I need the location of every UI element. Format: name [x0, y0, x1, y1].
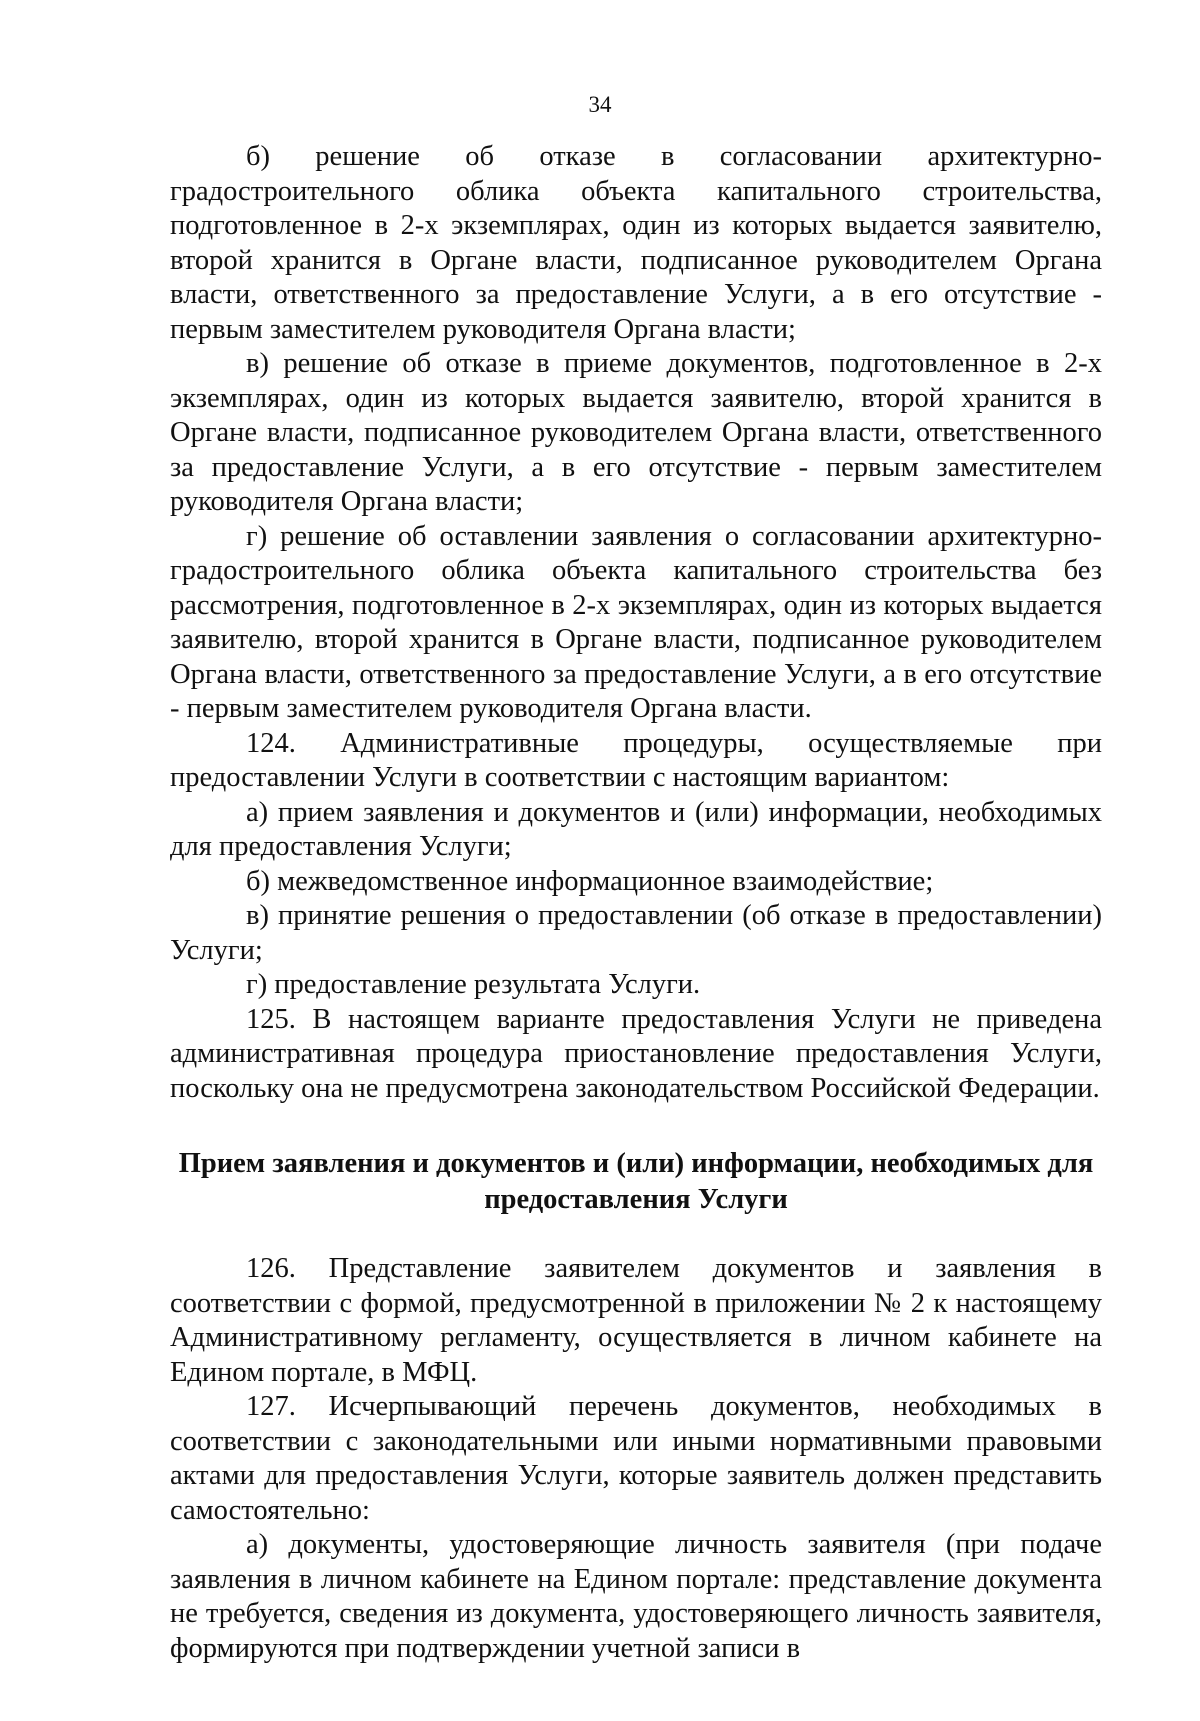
- section-heading-block: [170, 1106, 1102, 1252]
- paragraph-124: 124. Административные процедуры, осуществляемые при предоставлении Услуги в соответствии с настоящим вариантом:: [170, 727, 1102, 793]
- paragraph-127: 127. Исчерпывающий перечень документов, необходимых в соответствии с законодательными или иными нормативными правовыми актами для предоставления Услуги, которые заявитель должен представить самостоятельно:: [170, 1391, 1102, 1526]
- paragraph-126: 126. Представление заявителем документов и заявления в соответствии с формой, предусмотренной в приложении № 2 к настоящему Административному регламенту, осуществляется в личном кабинете на Едином портале, в МФЦ.: [170, 1253, 1102, 1388]
- paragraph-124-a: а) прием заявления и документов и (или) информации, необходимых для предоставления Услуги;: [170, 796, 1102, 862]
- page-number: 34: [588, 92, 612, 117]
- paragraph-124-v: в) принятие решения о предоставлении (об отказе в предоставлении) Услуги;: [170, 900, 1102, 966]
- document-body: [170, 140, 1102, 1666]
- paragraph-b-refusal-decision: б) решение об отказе в согласовании архитектурно-градостроительного облика объекта капитального строительства, подготовленное в 2-х экземплярах, один из которых выдается заявителю, второй хранится в Органе власти, подписанное руководителем Органа власти, ответственного за предоставление Услуги, а в его отсутствие - первым заместителем руководителя Органа власти;: [170, 141, 1102, 345]
- paragraph-125: 125. В настоящем варианте предоставления Услуги не приведена административная процедура приостановление предоставления Услуги, поскольку она не предусмотрена законодательством Российской Федерации.: [170, 1003, 1102, 1104]
- paragraph-v-refusal-acceptance: в) решение об отказе в приеме документов, подготовленное в 2-х экземплярах, один из которых выдается заявителю, второй хранится в Органе власти, подписанное руководителем Органа власти, ответственного за предоставление Услуги, а в его отсутствие - первым заместителем руководителя Органа власти;: [170, 348, 1102, 517]
- section-heading: Прием заявления и документов и (или) информации, необходимых для предоставления Услуги: [178, 1148, 1094, 1215]
- paragraph-127-a: а) документы, удостоверяющие личность заявителя (при подаче заявления в личном кабинете на Едином портале: представление документа не требуется, сведения из документа, удостоверяющего личность заявителя, формируются при подтверждении учетной записи в: [170, 1529, 1102, 1664]
- paragraph-124-g: г) предоставление результата Услуги.: [246, 969, 701, 1000]
- paragraph-g-leave-without-review: г) решение об оставлении заявления о согласовании архитектурно-градостроительного облика объекта капитального строительства без рассмотрения, подготовленное в 2-х экземплярах, один из которых выдается заявителю, второй хранится в Органе власти, подписанное руководителем Органа власти, ответственного за предоставление Услуги, а в его отсутствие - первым заместителем руководителя Органа власти.: [170, 520, 1102, 724]
- paragraph-124-b: б) межведомственное информационное взаимодействие;: [246, 865, 934, 897]
